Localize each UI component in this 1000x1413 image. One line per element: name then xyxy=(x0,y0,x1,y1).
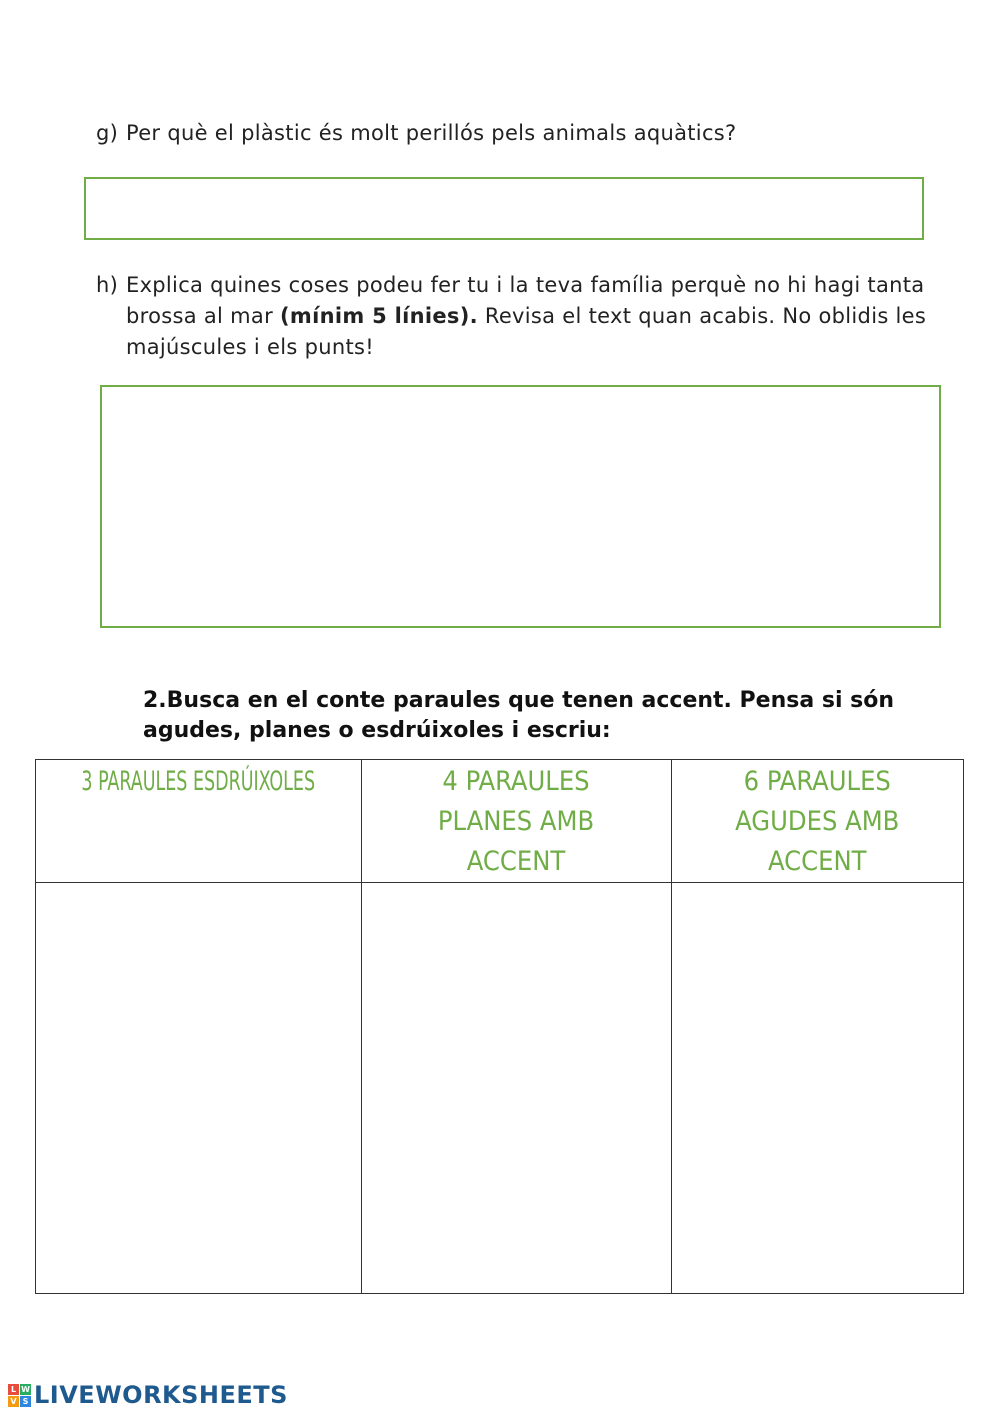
answer-cell-planes[interactable] xyxy=(361,883,671,1294)
header-planes xyxy=(361,760,671,883)
question-h xyxy=(96,270,946,363)
logo-letter-4: S xyxy=(20,1396,31,1407)
exercise-2-instruction: 2.Busca en el conte paraules que tenen accent. Pensa si són agudes, planes o esdrúixoles i escriu: xyxy=(143,688,895,743)
question-g-text: Per què el plàstic és molt perillós pels animals aquàtics? xyxy=(126,121,737,145)
header-agudes xyxy=(671,760,963,883)
question-h-text xyxy=(96,270,946,363)
table-answer-row xyxy=(36,883,964,1294)
question-g xyxy=(96,118,936,149)
logo-letter-1: L xyxy=(8,1384,19,1395)
liveworksheets-logo-icon xyxy=(8,1384,31,1407)
logo-letter-2: W xyxy=(21,1384,30,1394)
logo-letter-3: V xyxy=(8,1396,19,1407)
header-esdruixoles-label: 3 PARAULES ESDRÚIXOLES xyxy=(81,766,316,797)
brand-name: LIVEWORKSHEETS xyxy=(34,1381,288,1409)
footer-logo xyxy=(8,1380,288,1410)
answer-box-g[interactable] xyxy=(84,177,924,240)
question-g-letter: g) xyxy=(96,121,119,145)
table-header-row xyxy=(36,760,964,883)
question-h-text-bold: (mínim 5 línies). xyxy=(280,304,478,328)
question-h-letter: h) xyxy=(96,273,119,297)
answer-cell-agudes[interactable] xyxy=(671,883,963,1294)
question-h-text-after: Revisa el text quan acabis. No oblidis les majúscules i els punts! xyxy=(126,304,927,359)
header-agudes-label: 6 PARAULES AGUDES AMB ACCENT xyxy=(735,766,900,877)
header-esdruixoles xyxy=(36,760,362,883)
answer-cell-esdruixoles[interactable] xyxy=(36,883,362,1294)
answer-box-h[interactable] xyxy=(100,385,941,628)
accent-words-table xyxy=(35,759,964,1294)
question-h-text-before: Explica quines coses podeu fer tu i la teva família perquè no hi hagi tanta brossa al mar xyxy=(126,273,925,328)
header-planes-label: 4 PARAULES PLANES AMB ACCENT xyxy=(437,766,595,877)
